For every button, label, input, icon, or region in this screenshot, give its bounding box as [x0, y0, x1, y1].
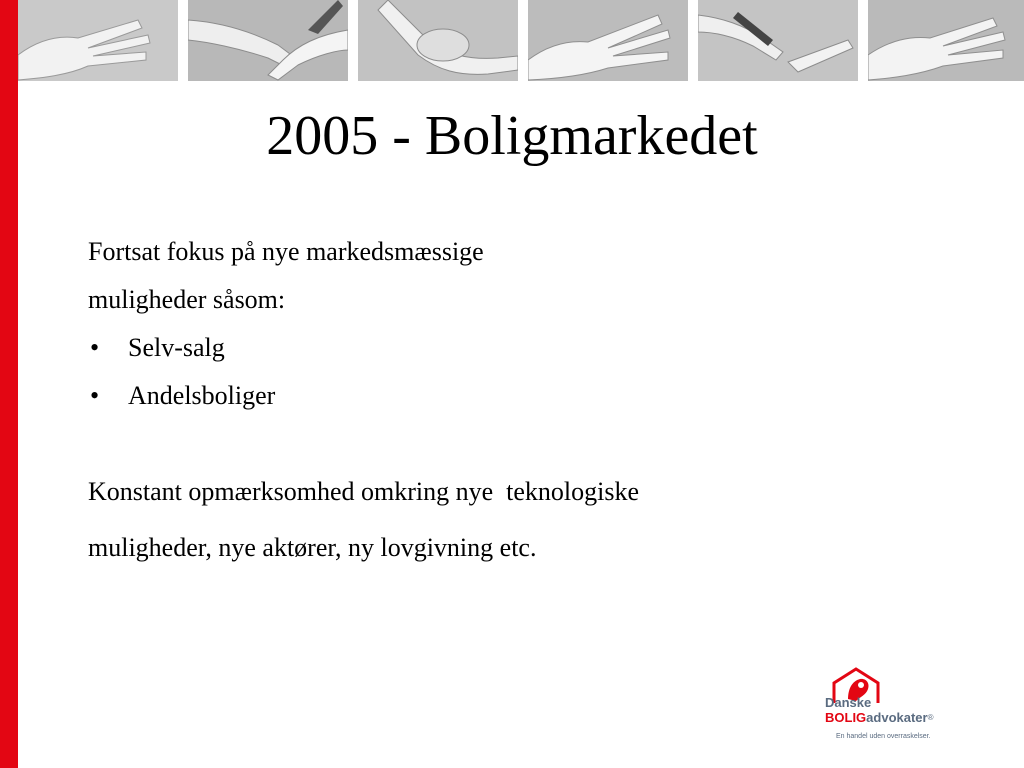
- logo-tagline: En handel uden overraskelser.: [836, 733, 931, 740]
- hands-photo-icon: [868, 0, 1024, 81]
- bullet-icon: •: [90, 381, 100, 410]
- handshake-photo-icon: [358, 0, 518, 81]
- closing-line-1: Konstant opmærksomhed omkring nye teknologiske: [88, 477, 640, 506]
- logo-danske-text: Danske: [825, 695, 872, 710]
- bullet-item: [88, 324, 968, 372]
- closing-line-2: muligheder, nye aktører, ny lovgivning etc.: [88, 533, 537, 562]
- slide-body: [88, 228, 968, 580]
- handshake-photo-icon: [188, 0, 348, 81]
- danske-boligadvokater-logo: [820, 665, 960, 747]
- logo-brand-text: [825, 710, 934, 725]
- slide-title: 2005 - Boligmarkedet: [266, 105, 758, 167]
- hands-photo-icon: [698, 0, 858, 81]
- bullet-icon: •: [90, 333, 100, 362]
- paragraph-spacer: [88, 420, 968, 468]
- hands-photo-icon: [528, 0, 688, 81]
- intro-line-1: Fortsat fokus på nye markedsmæssige: [88, 237, 484, 266]
- hands-photo-icon: [18, 0, 178, 81]
- bullet-text: Selv-salg: [128, 333, 225, 362]
- registered-mark: ®: [927, 713, 934, 722]
- bullet-text: Andelsboliger: [128, 381, 276, 410]
- intro-line-2: muligheder såsom:: [88, 285, 286, 314]
- logo-bolig-text: BOLIG: [825, 710, 867, 725]
- photo-banner: [18, 0, 1024, 84]
- bullet-item: [88, 372, 968, 420]
- logo-advokater-text: advokater: [866, 710, 928, 725]
